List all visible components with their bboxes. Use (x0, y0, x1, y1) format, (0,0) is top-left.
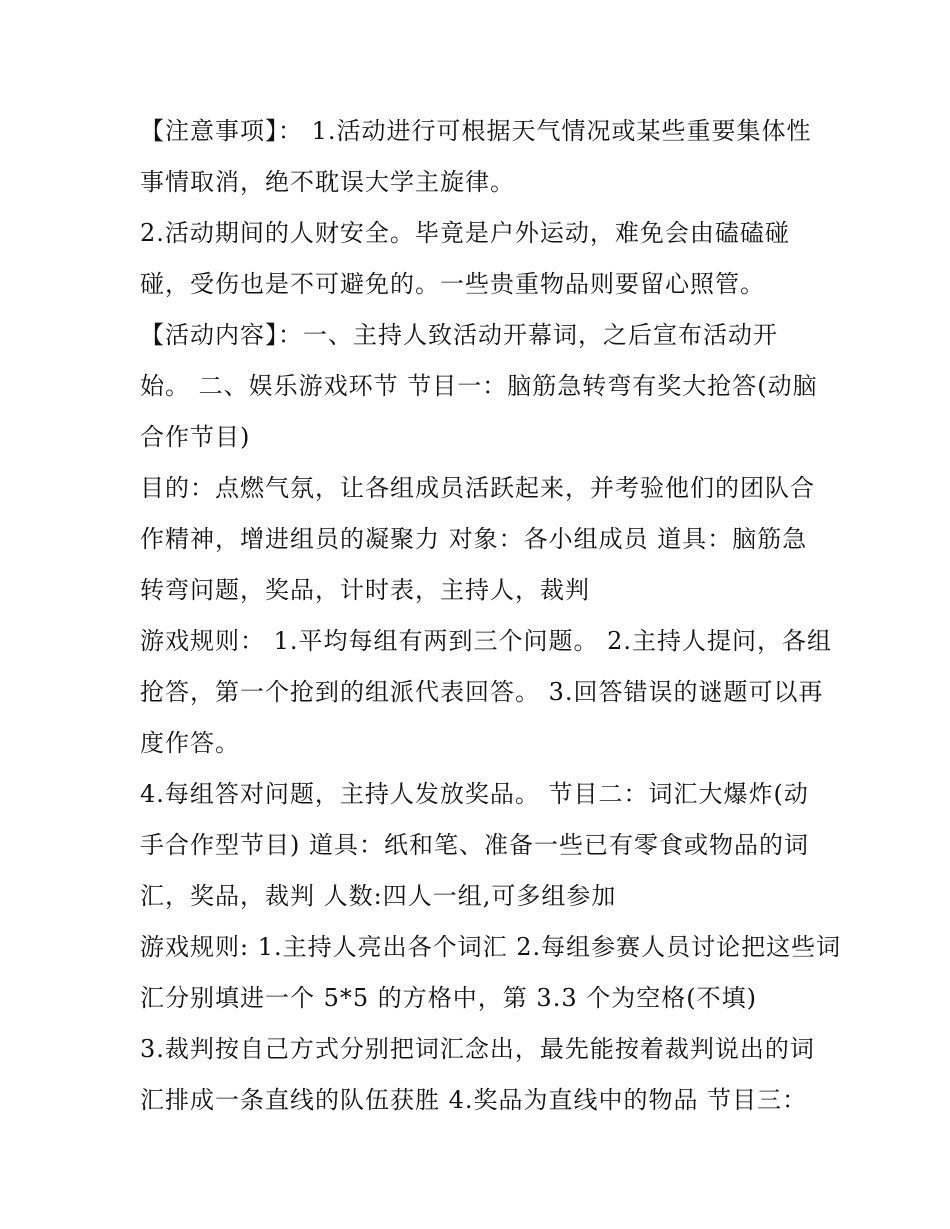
text-line-17: 游戏规则: 1.主持人亮出各个词汇 2.每组参赛人员讨论把这些词 (140, 933, 842, 961)
text-line-7: 合作节目) (140, 423, 251, 451)
text-line-1: 【注意事项】： 1.活动进行可根据天气情况或某些重要集体性 (140, 117, 812, 145)
text-line-4: 碰，受伤也是不可避免的。一些贵重物品则要留心照管。 (140, 270, 765, 298)
text-line-16: 汇，奖品，裁判 人数:四人一组,可多组参加 (140, 882, 617, 910)
text-line-5: 【活动内容】：一、主持人致活动开幕词，之后宣布活动开 (140, 321, 778, 349)
text-line-6: 始。 二、娱乐游戏环节 节目一：脑筋急转弯有奖大抢答(动脑 (140, 372, 818, 400)
text-line-15: 手合作型节目) 道具：纸和笔、准备一些已有零食或物品的词 (140, 831, 809, 859)
text-line-19: 3.裁判按自己方式分别把词汇念出，最先能按着裁判说出的词 (140, 1035, 815, 1063)
document-body (140, 106, 842, 1126)
text-line-13: 度作答。 (140, 729, 240, 757)
text-line-8: 目的：点燃气氛，让各组成员活跃起来，并考验他们的团队合 (140, 474, 815, 502)
text-line-9: 作精神，增进组员的凝聚力 对象：各小组成员 道具：脑筋急 (140, 525, 808, 553)
text-line-20: 汇排成一条直线的队伍获胜 4.奖品为直线中的物品 节目三： (140, 1086, 808, 1114)
text-line-10: 转弯问题，奖品，计时表，主持人，裁判 (140, 576, 590, 604)
text-line-2: 事情取消，绝不耽误大学主旋律。 (140, 168, 515, 196)
text-line-11: 游戏规则： 1.平均每组有两到三个问题。 2.主持人提问，各组 (140, 627, 833, 655)
text-line-18: 汇分别填进一个 5*5 的方格中，第 3.3 个为空格(不填) (140, 984, 757, 1012)
text-line-3: 2.活动期间的人财安全。毕竟是户外运动，难免会由磕磕碰 (140, 219, 790, 247)
text-line-12: 抢答，第一个抢到的组派代表回答。 3.回答错误的谜题可以再 (140, 678, 824, 706)
text-line-14: 4.每组答对问题，主持人发放奖品。 节目二：词汇大爆炸(动 (140, 780, 809, 808)
